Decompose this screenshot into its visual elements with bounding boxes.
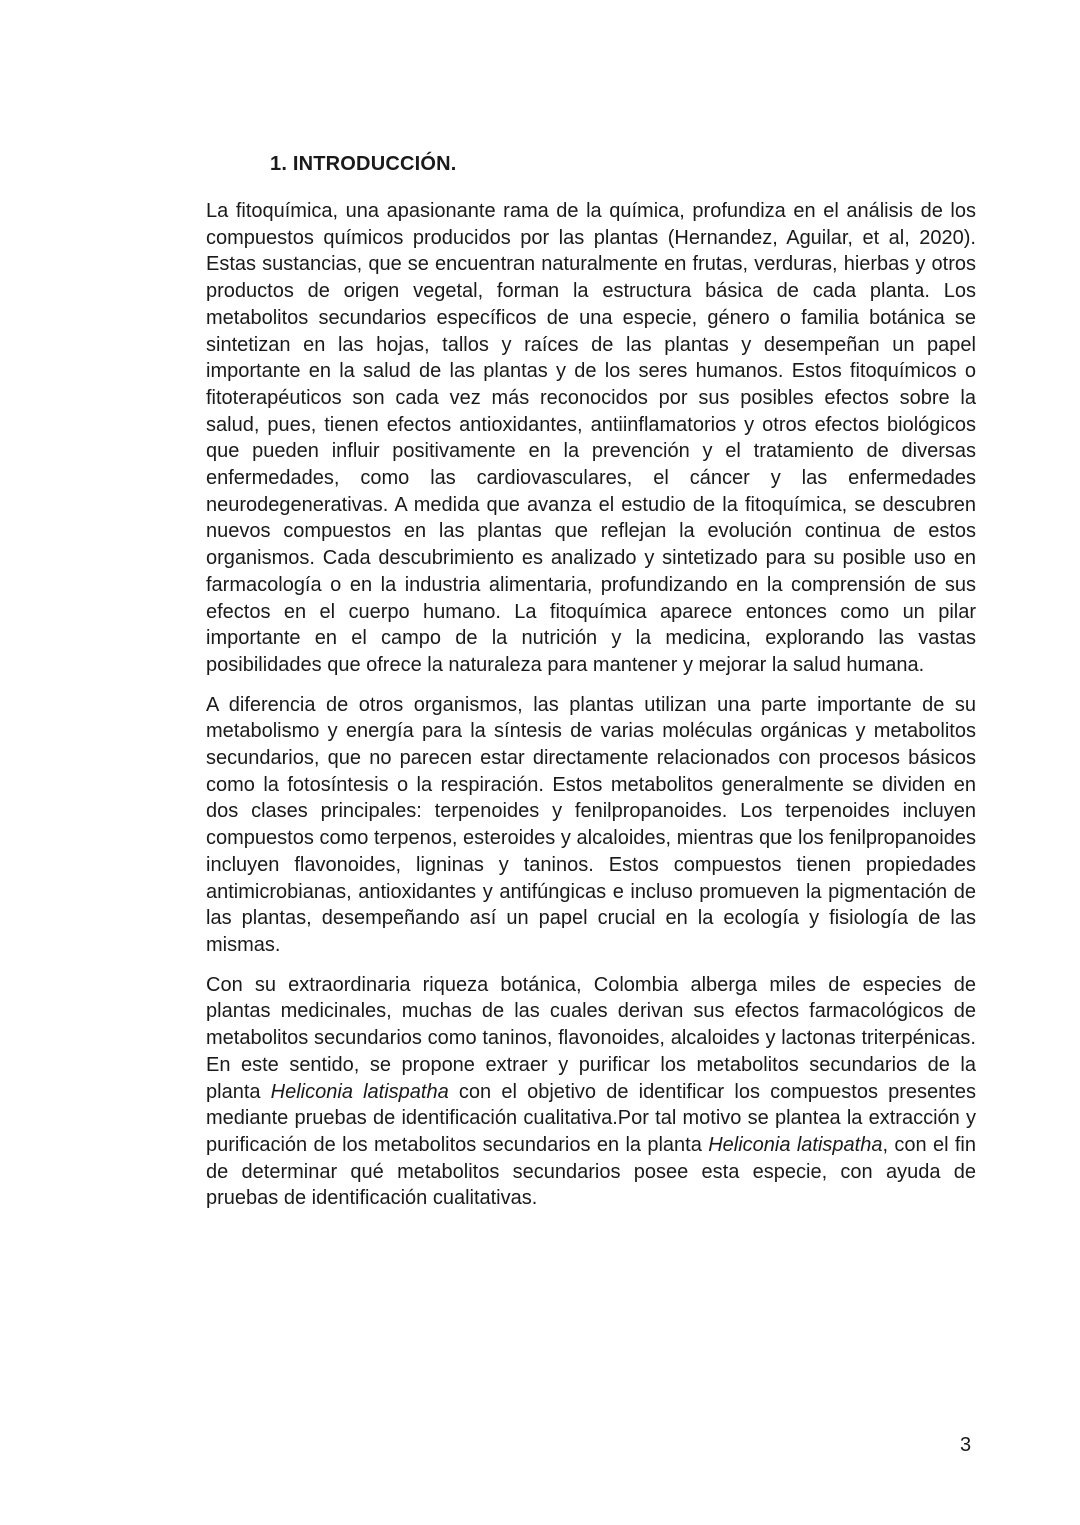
body-text [206, 198, 976, 1225]
species-name: Heliconia latispatha [270, 1080, 449, 1103]
paragraph-2: A diferencia de otros organismos, las plantas utilizan una parte importante de su metabolismo y energía para la síntesis de varias moléculas orgánicas y metabolitos secundarios, que no parecen estar directamente relacionados con procesos básicos como la fotosíntesis o la respiración. Estos metabolitos generalmente se dividen en dos clases principales: terpenoides y fenilpropanoides. Los terpenoides incluyen compuestos como terpenos, esteroides y alcaloides, mientras que los fenilpropanoides incluyen flavonoides, ligninas y taninos. Estos compuestos tienen propiedades antimicrobianas, antioxidantes y antifúngicas e incluso promueven la pigmentación de las plantas, desempeñando así un papel crucial en la ecología y fisiología de las mismas. [206, 693, 976, 956]
paragraph-3-part-1: Con su extraordinaria riqueza botánica, Colombia alberga miles de especies de plantas medicinales, muchas de las cuales derivan sus efectos farmacológicos de metabolitos secundarios como taninos, flavonoides, alcaloides y lactonas triterpénicas. En este sentido, se propone extraer y purificar los metabolitos secundarios de la planta [206, 973, 976, 1103]
paragraph-3-part-2: con el objetivo de identificar los compuestos presentes mediante pruebas de identificación cualitativa.Por tal motivo se plantea la extracción y purificación de los metabolitos secundarios en la planta [206, 1080, 976, 1156]
species-name: Heliconia latispatha [708, 1133, 883, 1156]
page-number: 3 [960, 1434, 972, 1456]
paragraph-3 [206, 972, 976, 1212]
paragraph-1: La fitoquímica, una apasionante rama de la química, profundiza en el análisis de los compuestos químicos producidos por las plantas (Hernandez, Aguilar, et al, 2020). Estas sustancias, que se encuentran naturalmente en frutas, verduras, hierbas y otros productos de origen vegetal, forman la estructura básica de cada planta. Los metabolitos secundarios específicos de una especie, género o familia botánica se sintetizan en las hojas, tallos y raíces de las plantas y desempeñan un papel importante en la salud de las plantas y de los seres humanos. Estos fitoquímicos o fitoterapéuticos son cada vez más reconocidos por sus posibles efectos sobre la salud, pues, tienen efectos antioxidantes, antiinflamatorios y otros efectos biológicos que pueden influir positivamente en la prevención y el tratamiento de diversas enfermedades, como las cardiovasculares, el cáncer y las enfermedades neurodegenerativas. A medida que avanza el estudio de la fitoquímica, se descubren nuevos compuestos en las plantas que reflejan la evolución continua de estos organismos. Cada descubrimiento es analizado y sintetizado para su posible uso en farmacología o en la industria alimentaria, profundizando en la comprensión de sus efectos en el cuerpo humano. La fitoquímica aparece entonces como un pilar importante en el campo de la nutrición y la medicina, explorando las vastas posibilidades que ofrece la naturaleza para mantener y mejorar la salud humana. [206, 200, 976, 676]
section-heading: 1. INTRODUCCIÓN. [270, 153, 457, 175]
paragraph-3-part-3: , con el fin de determinar qué metabolitos secundarios posee esta especie, con ayuda de pruebas de identificación cualitativas. [206, 1133, 976, 1210]
